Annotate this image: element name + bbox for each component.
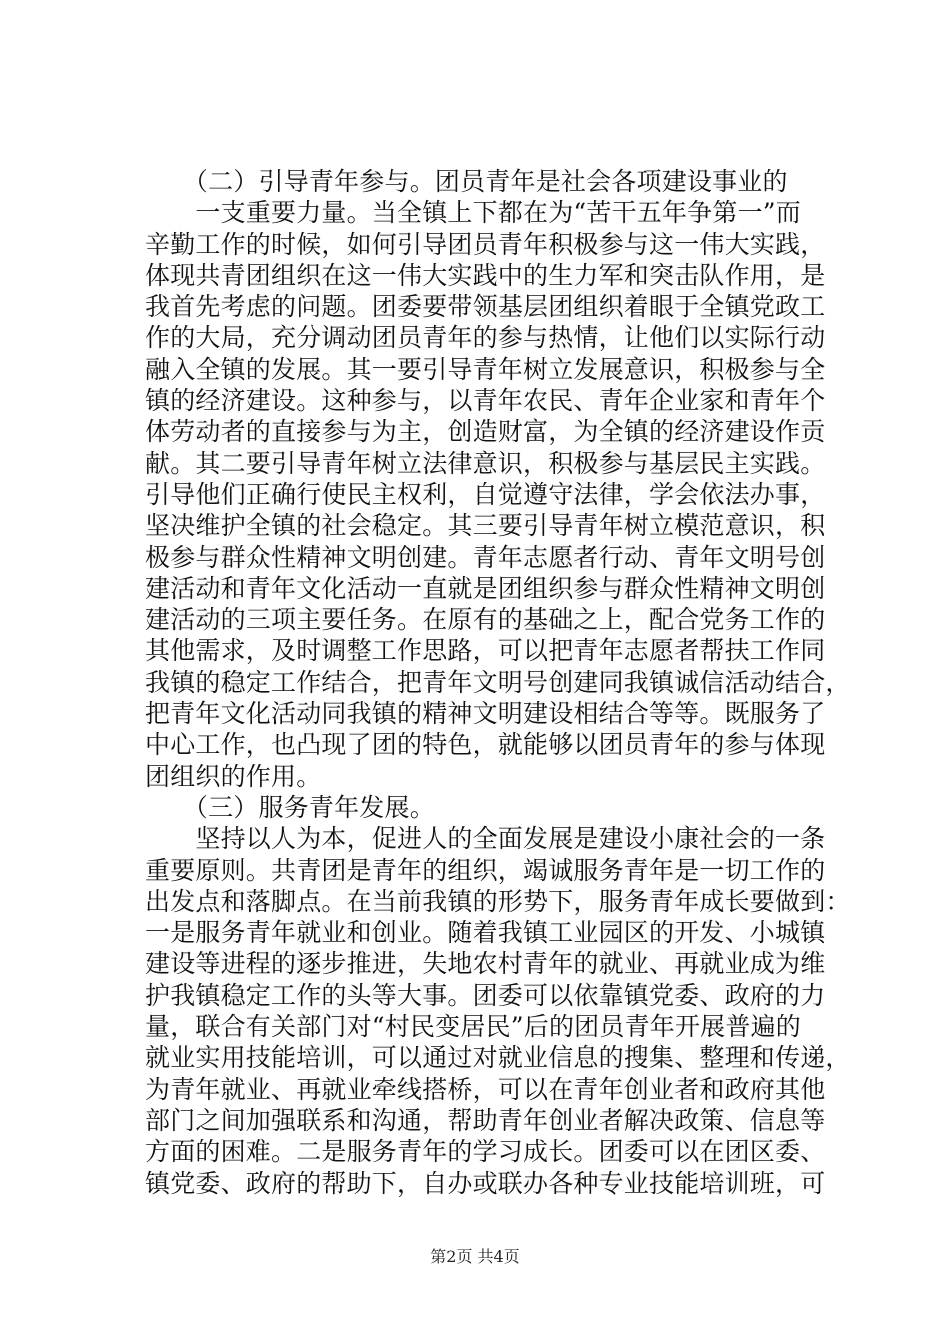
text-line: 镇党委、政府的帮助下，自办或联办各种专业技能培训班，可 — [145, 1168, 826, 1198]
text-line: 引导他们正确行使民主权利，自觉遵守法律，学会依法办事， — [145, 479, 826, 509]
text-line: 极参与群众性精神文明创建。青年志愿者行动、青年文明号创 — [145, 542, 826, 572]
text-line: 作的大局，充分调动团员青年的参与热情，让他们以实际行动 — [145, 323, 826, 353]
text-line: 我镇的稳定工作结合，把青年文明号创建同我镇诚信活动结合， — [145, 667, 851, 697]
text-line: 建活动和青年文化活动一直就是团组织参与群众性精神文明创 — [145, 573, 826, 603]
text-line: 中心工作，也凸现了团的特色，就能够以团员青年的参与体现 — [145, 730, 826, 760]
text-line: 为青年就业、再就业牵线搭桥，可以在青年创业者和政府其他 — [145, 1074, 826, 1104]
text-line: 一支重要力量。当全镇上下都在为“苦干五年争第一”而 — [145, 198, 801, 228]
text-line: 融入全镇的发展。其一要引导青年树立发展意识，积极参与全 — [145, 354, 826, 384]
text-line: （二）引导青年参与。团员青年是社会各项建设事业的 — [145, 167, 788, 196]
text-line: 辛勤工作的时候，如何引导团员青年积极参与这一伟大实践， — [145, 229, 826, 259]
text-line: 出发点和落脚点。在当前我镇的形势下，服务青年成长要做到： — [145, 886, 851, 916]
text-line: 建设等进程的逐步推进，失地农村青年的就业、再就业成为维 — [145, 949, 826, 979]
text-line: 量，联合有关部门对“村民变居民”后的团员青年开展普遍的 — [145, 1012, 801, 1042]
text-line: 建活动的三项主要任务。在原有的基础之上，配合党务工作的 — [145, 605, 826, 635]
text-line: 就业实用技能培训，可以通过对就业信息的搜集、整理和传递， — [145, 1043, 851, 1073]
text-line: 其他需求，及时调整工作思路，可以把青年志愿者帮扶工作同 — [145, 636, 826, 666]
text-line: 护我镇稳定工作的头等大事。团委可以依靠镇党委、政府的力 — [145, 980, 826, 1010]
text-line: 体现共青团组织在这一伟大实践中的生力军和突击队作用，是 — [145, 260, 826, 290]
text-line: 团组织的作用。 — [145, 761, 322, 791]
text-line: （三）服务青年发展。 — [145, 792, 435, 822]
text-line: 献。其二要引导青年树立法律意识，积极参与基层民主实践。 — [145, 448, 826, 478]
text-line: 把青年文化活动同我镇的精神文明建设相结合等等。既服务了 — [145, 699, 826, 729]
page-footer: 第2页 共4页 — [430, 1247, 520, 1266]
text-line: 坚决维护全镇的社会稳定。其三要引导青年树立模范意识，积 — [145, 511, 826, 541]
text-line: 体劳动者的直接参与为主，创造财富，为全镇的经济建设作贡 — [145, 417, 826, 447]
text-line: 一是服务青年就业和创业。随着我镇工业园区的开发、小城镇 — [145, 918, 826, 948]
text-line: 我首先考虑的问题。团委要带领基层团组织着眼于全镇党政工 — [145, 292, 826, 322]
text-line: 方面的困难。二是服务青年的学习成长。团委可以在团区委、 — [145, 1137, 826, 1167]
text-line: 重要原则。共青团是青年的组织，竭诚服务青年是一切工作的 — [145, 855, 826, 885]
body-text — [145, 166, 851, 1199]
text-line: 镇的经济建设。这种参与，以青年农民、青年企业家和青年个 — [145, 386, 826, 416]
text-line: 坚持以人为本，促进人的全面发展是建设小康社会的一条 — [145, 824, 826, 854]
text-line: 部门之间加强联系和沟通，帮助青年创业者解决政策、信息等 — [145, 1105, 826, 1135]
